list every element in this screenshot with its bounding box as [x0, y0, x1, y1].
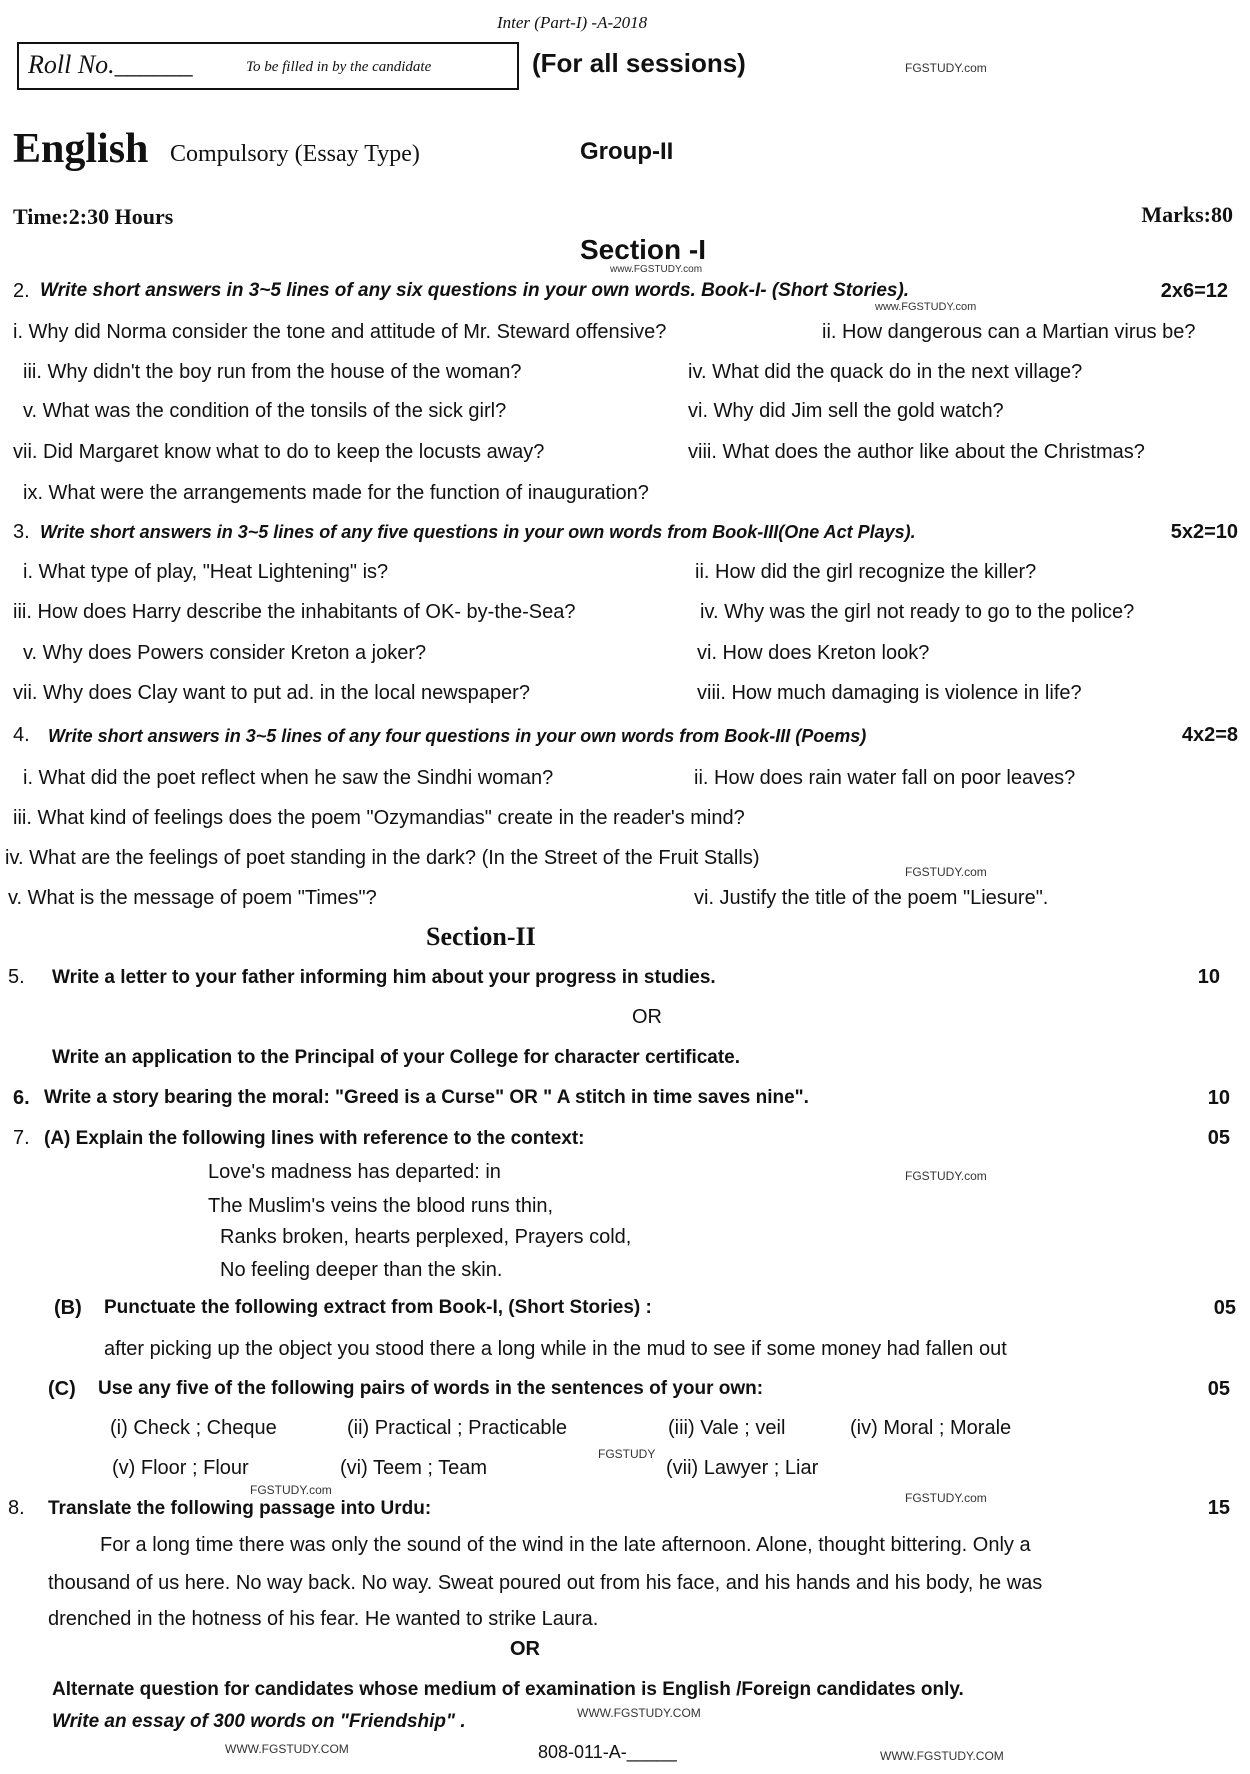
subject-subtitle: Compulsory (Essay Type): [170, 141, 420, 167]
word-pair: (iii) Vale ; veil: [668, 1417, 786, 1439]
watermark: www.FGSTUDY.com: [875, 301, 977, 313]
poem-line: Love's madness has departed: in: [208, 1161, 501, 1183]
watermark: WWW.FGSTUDY.COM: [225, 1742, 349, 1756]
word-pair: (iv) Moral ; Morale: [850, 1417, 1012, 1439]
watermark: FGSTUDY.com: [905, 1169, 987, 1183]
q8-alternative: Alternate question for candidates whose medium of examination is English /Foreign candidates only.: [52, 1679, 964, 1700]
q7c-label: (C): [48, 1378, 76, 1400]
q4-instruction: Write short answers in 3~5 lines of any four questions in your own words from Book-III (Poems): [48, 726, 867, 746]
q3-instruction: Write short answers in 3~5 lines of any five questions in your own words from Book-III(One Act Plays).: [40, 522, 916, 542]
q8-essay: Write an essay of 300 words on "Friendship" .: [52, 1711, 466, 1732]
q2-item: iv. What did the quack do in the next village?: [688, 361, 1083, 383]
q4-number: 4.: [13, 724, 30, 746]
paper-code: 808-011-A-_____: [538, 1742, 677, 1762]
q5-number: 5.: [8, 966, 25, 988]
q6-number: 6.: [13, 1087, 30, 1109]
watermark: WWW.FGSTUDY.COM: [880, 1749, 1004, 1763]
q2-item: i. Why did Norma consider the tone and attitude of Mr. Steward offensive?: [13, 321, 667, 343]
q7b-marks: 05: [1213, 1297, 1236, 1319]
q4-item: vi. Justify the title of the poem "Liesure".: [694, 887, 1049, 909]
word-pair: (vi) Teem ; Team: [340, 1457, 488, 1479]
watermark: FGSTUDY.com: [905, 61, 987, 75]
q3-item: i. What type of play, "Heat Lightening" is?: [23, 561, 389, 583]
q3-item: vi. How does Kreton look?: [697, 642, 930, 664]
word-pair: (vii) Lawyer ; Liar: [666, 1457, 819, 1479]
group-label: Group-II: [580, 138, 674, 165]
q7b-extract: after picking up the object you stood there a long while in the mud to see if some money had fallen out: [104, 1338, 1007, 1360]
q4-item: iv. What are the feelings of poet standing in the dark? (In the Street of the Fruit Stalls): [5, 847, 760, 869]
q7a-text: (A) Explain the following lines with reference to the context:: [44, 1128, 585, 1149]
watermark: FGSTUDY.com: [905, 1491, 987, 1505]
q3-item: iv. Why was the girl not ready to go to the police?: [700, 601, 1135, 623]
q2-instruction: Write short answers in 3~5 lines of any six questions in your own words. Book-I- (Short Stories).: [40, 280, 910, 301]
roll-label: Roll No.______: [28, 50, 193, 79]
word-pair: (i) Check ; Cheque: [110, 1417, 277, 1439]
q4-item: iii. What kind of feelings does the poem "Ozymandias" create in the reader's mind?: [13, 807, 745, 829]
q7a-marks: 05: [1207, 1127, 1230, 1149]
q8-marks: 15: [1207, 1497, 1230, 1519]
watermark: FGSTUDY.com: [905, 865, 987, 879]
roll-note: To be filled in by the candidate: [246, 59, 432, 75]
q4-marks: 4x2=8: [1181, 724, 1238, 746]
section-2-title: Section-II: [426, 922, 536, 951]
q5-marks: 10: [1197, 966, 1220, 988]
q6-marks: 10: [1207, 1087, 1230, 1109]
q3-item: viii. How much damaging is violence in life?: [697, 682, 1082, 704]
watermark: FGSTUDY: [598, 1447, 656, 1461]
q2-item: v. What was the condition of the tonsils of the sick girl?: [23, 400, 507, 422]
q3-item: v. Why does Powers consider Kreton a joker?: [23, 642, 427, 664]
passage-line: thousand of us here. No way back. No way. Sweat poured out from his face, and his hands and his body, he was: [48, 1572, 1043, 1594]
q7-number: 7.: [13, 1127, 30, 1149]
q2-item: ii. How dangerous can a Martian virus be?: [822, 321, 1196, 343]
q3-item: vii. Why does Clay want to put ad. in the local newspaper?: [13, 682, 530, 704]
word-pair: (ii) Practical ; Practicable: [347, 1417, 568, 1439]
watermark: WWW.FGSTUDY.COM: [577, 1706, 701, 1720]
q8-text: Translate the following passage into Urdu:: [48, 1498, 432, 1519]
passage-line: For a long time there was only the sound of the wind in the late afternoon. Alone, thought bittering. Only a: [100, 1534, 1031, 1556]
q5-alternative: Write an application to the Principal of your College for character certificate.: [52, 1047, 741, 1068]
q7b-label: (B): [54, 1297, 82, 1319]
q2-item: ix. What were the arrangements made for the function of inauguration?: [23, 482, 649, 504]
q2-marks: 2x6=12: [1160, 280, 1228, 302]
watermark: FGSTUDY.com: [250, 1483, 332, 1497]
sessions-label: (For all sessions): [532, 48, 746, 78]
q2-number: 2.: [13, 280, 30, 302]
q2-item: iii. Why didn't the boy run from the house of the woman?: [23, 361, 522, 383]
q8-or: OR: [510, 1638, 540, 1660]
q4-item: ii. How does rain water fall on poor leaves?: [694, 767, 1076, 789]
q3-item: ii. How did the girl recognize the killer?: [695, 561, 1037, 583]
q7c-text: Use any five of the following pairs of words in the sentences of your own:: [98, 1378, 764, 1399]
q2-item: vii. Did Margaret know what to do to keep the locusts away?: [13, 441, 545, 463]
passage-line: drenched in the hotness of his fear. He wanted to strike Laura.: [48, 1608, 599, 1630]
q3-number: 3.: [13, 521, 30, 543]
poem-line: Ranks broken, hearts perplexed, Prayers cold,: [220, 1226, 632, 1248]
q5-text: Write a letter to your father informing him about your progress in studies.: [52, 967, 716, 988]
poem-line: No feeling deeper than the skin.: [220, 1259, 503, 1281]
q7b-text: Punctuate the following extract from Book-I, (Short Stories) :: [104, 1297, 652, 1318]
poem-line: The Muslim's veins the blood runs thin,: [208, 1195, 554, 1217]
q7c-marks: 05: [1207, 1378, 1230, 1400]
section-1-title: Section -I: [580, 234, 707, 265]
q2-item: viii. What does the author like about the Christmas?: [688, 441, 1145, 463]
q4-item: v. What is the message of poem "Times"?: [8, 887, 377, 909]
q8-number: 8.: [8, 1497, 25, 1519]
q5-or: OR: [632, 1006, 662, 1028]
q2-item: vi. Why did Jim sell the gold watch?: [688, 400, 1004, 422]
q4-item: i. What did the poet reflect when he saw the Sindhi woman?: [23, 767, 554, 789]
exam-title: Inter (Part-I) -A-2018: [497, 13, 648, 32]
subject-title: English: [13, 126, 149, 172]
marks-label: Marks:80: [1141, 202, 1233, 227]
q6-text: Write a story bearing the moral: "Greed is a Curse" OR " A stitch in time saves nine".: [44, 1087, 809, 1108]
word-pair: (v) Floor ; Flour: [112, 1457, 249, 1479]
q3-item: iii. How does Harry describe the inhabitants of OK- by-the-Sea?: [13, 601, 576, 623]
watermark: www.FGSTUDY.com: [610, 264, 703, 275]
q3-marks: 5x2=10: [1170, 521, 1238, 543]
time-label: Time:2:30 Hours: [13, 204, 174, 229]
